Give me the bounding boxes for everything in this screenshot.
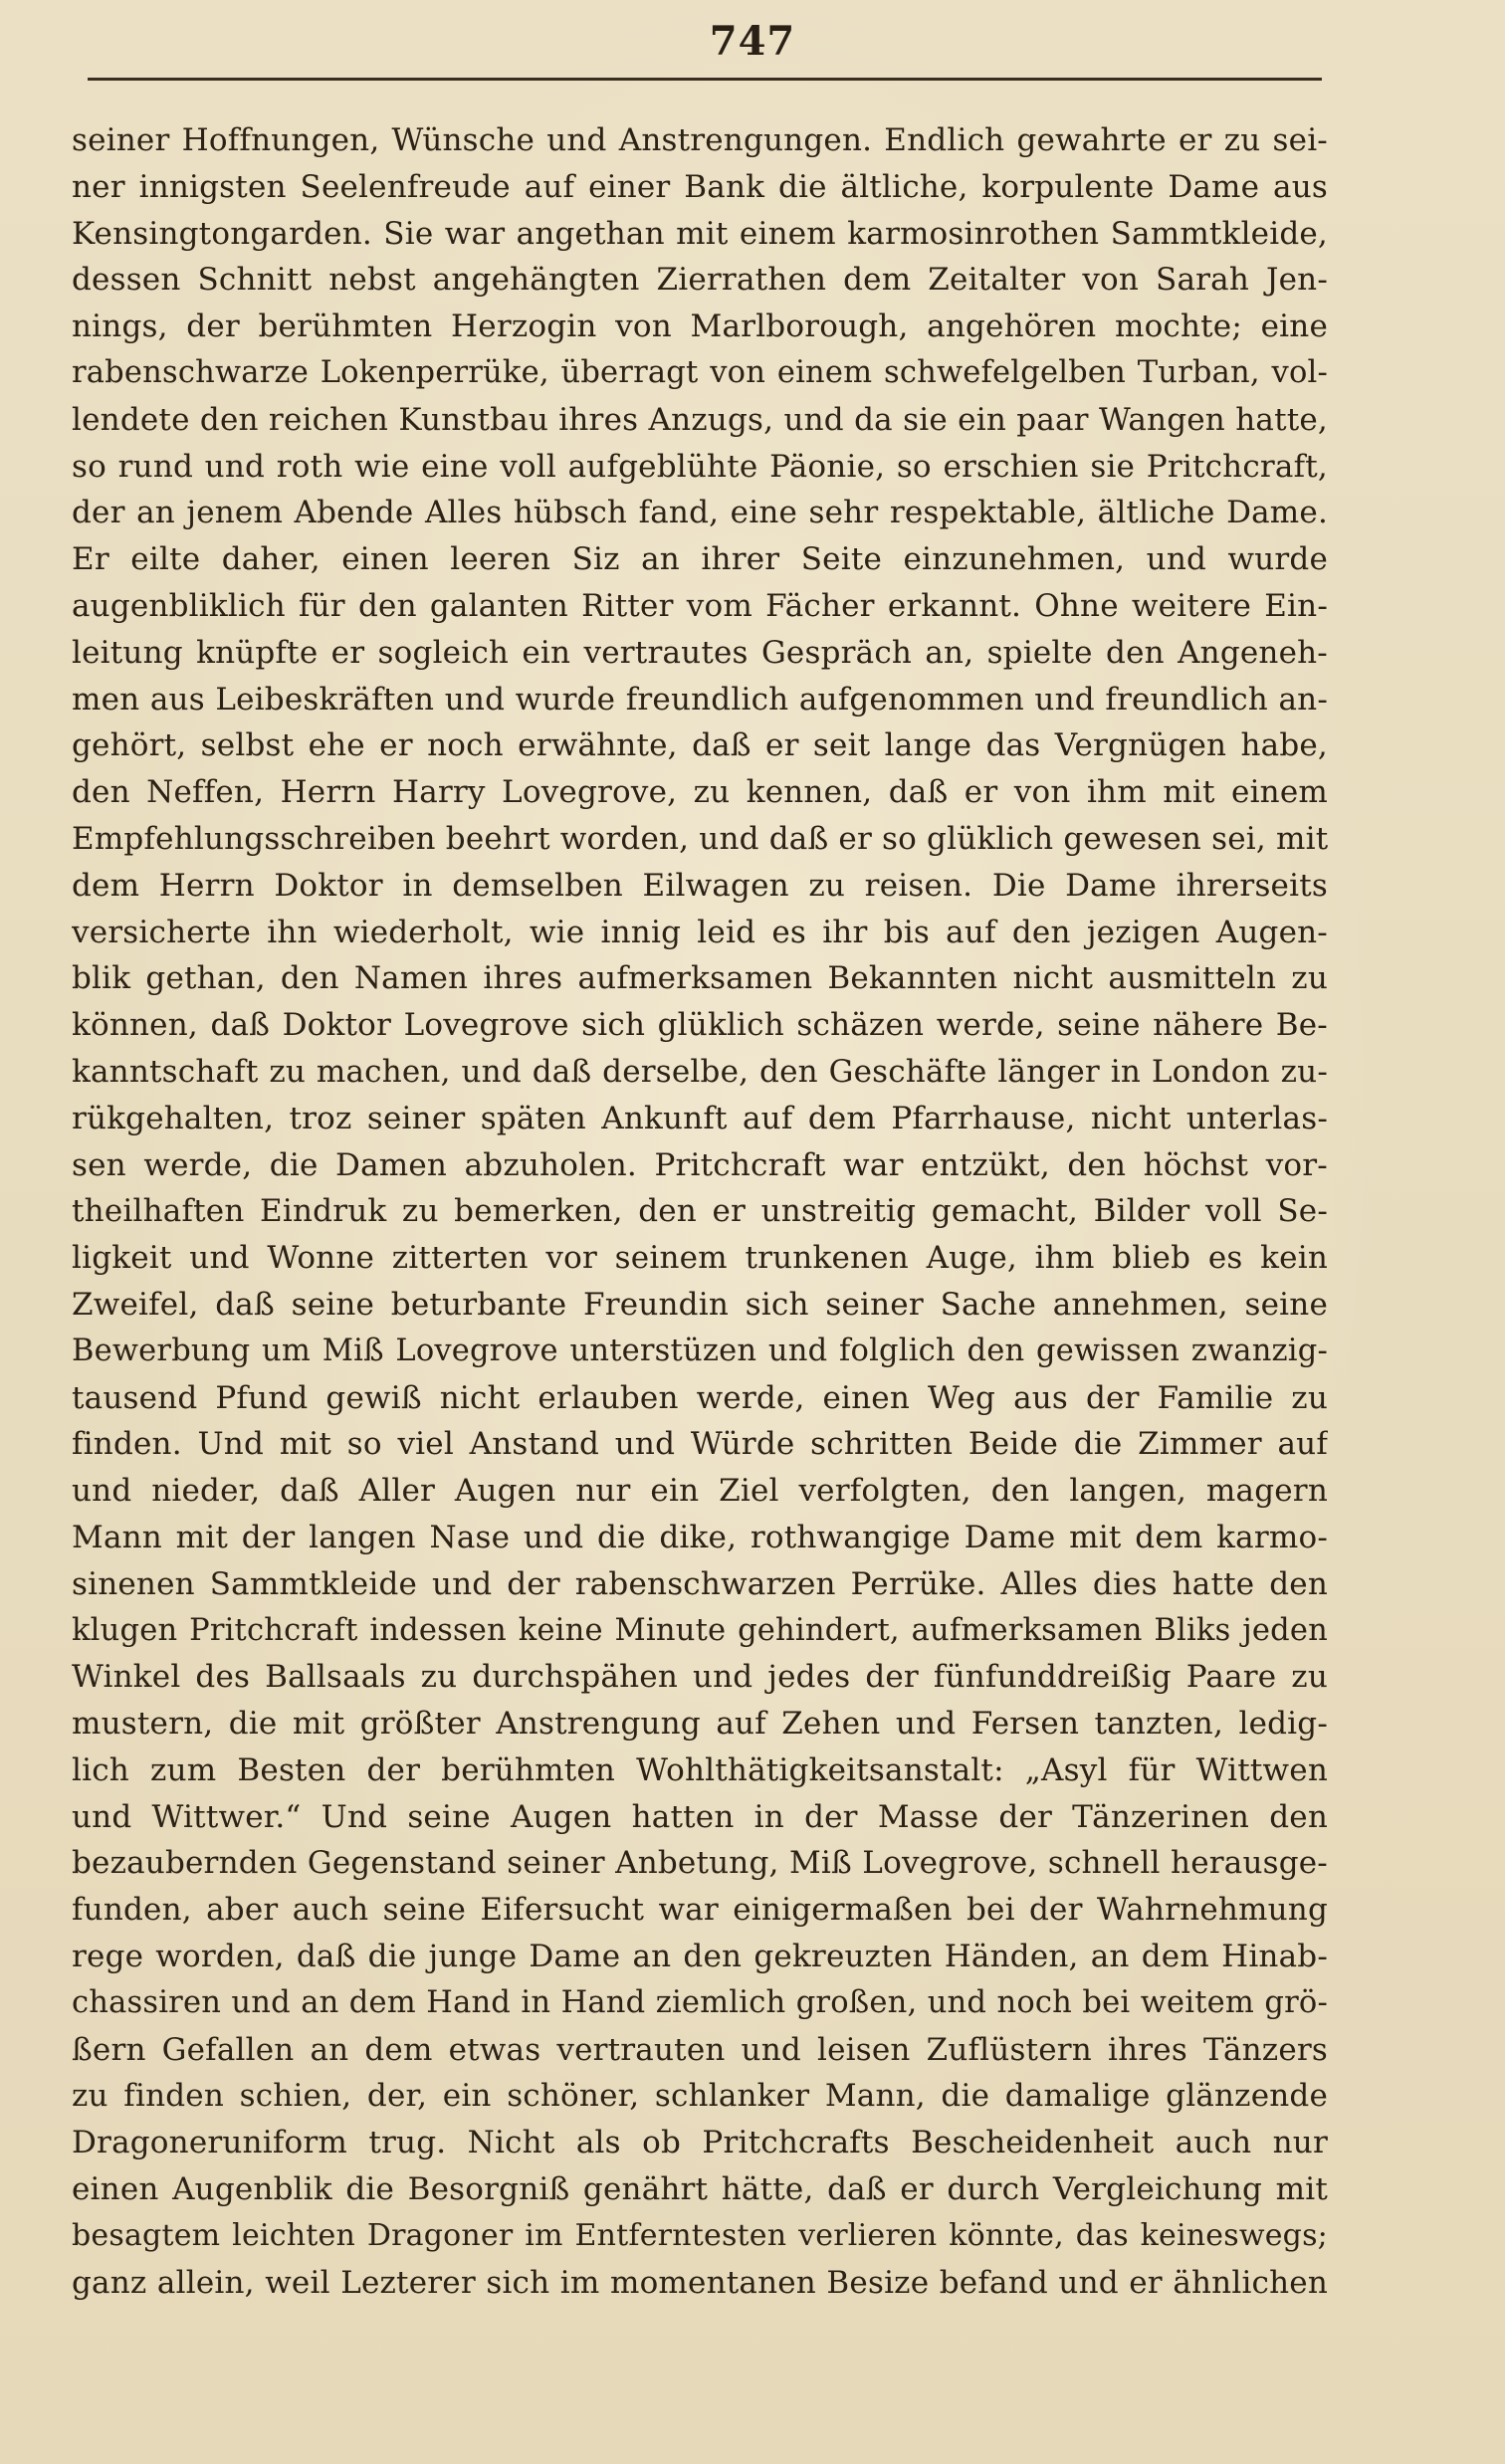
text-line: ligkeit und Wonne zitterten vor seinem trunkenen Auge, ihm blieb es kein xyxy=(72,1240,1328,1277)
text-line: seiner Hoffnungen, Wünsche und Anstrengungen. Endlich gewahrte er zu sei- xyxy=(72,122,1328,158)
text-line: leitung knüpfte er sogleich ein vertrautes Gespräch an, spielte den Angeneh- xyxy=(72,634,1328,671)
text-line: dem Herrn Doktor in demselben Eilwagen zu reisen. Die Dame ihrerseits xyxy=(72,867,1328,904)
text-line: funden, aber auch seine Eifersucht war einigermaßen bei der Wahrnehmung xyxy=(72,1892,1328,1929)
text-line: theilhaften Eindruk zu bemerken, den er unstreitig gemacht, Bilder voll Se- xyxy=(72,1193,1328,1230)
text-line: den Neffen, Herrn Harry Lovegrove, zu kennen, daß er von ihm mit einem xyxy=(72,774,1328,811)
text-line: sen werde, die Damen abzuholen. Pritchcraft war entzükt, den höchst vor- xyxy=(72,1146,1328,1183)
text-line: finden. Und mit so viel Anstand und Würde schritten Beide die Zimmer auf xyxy=(72,1426,1328,1463)
text-line: können, daß Doktor Lovegrove sich glüklich schäzen werde, seine nähere Be- xyxy=(72,1007,1328,1044)
text-line: so rund und roth wie eine voll aufgeblühte Päonie, so erschien sie Pritchcraft, xyxy=(72,448,1328,485)
text-line: nings, der berühmten Herzogin von Marlborough, angehören mochte; eine xyxy=(72,308,1328,345)
text-line: augenbliklich für den galanten Ritter vom Fächer erkannt. Ohne weitere Ein- xyxy=(72,587,1328,624)
text-line: kanntschaft zu machen, und daß derselbe, den Geschäfte länger in London zu- xyxy=(72,1053,1328,1090)
text-line: rabenschwarze Lokenperrüke, überragt von einem schwefelgelben Turban, vol- xyxy=(72,354,1328,390)
text-line: men aus Leibeskräften und wurde freundlich aufgenommen und freundlich an- xyxy=(72,681,1328,718)
text-line: Bewerbung um Miß Lovegrove unterstüzen und folglich den gewissen zwanzig- xyxy=(72,1333,1328,1368)
text-line: Er eilte daher, einen leeren Siz an ihrer Seite einzunehmen, und wurde xyxy=(72,541,1328,578)
text-line: ganz allein, weil Lezterer sich im momentanen Besize befand und er ähnlichen xyxy=(72,2264,1328,2301)
text-line: einen Augenblik die Besorgniß genährt hätte, daß er durch Vergleichung mit xyxy=(72,2171,1328,2208)
text-line: blik gethan, den Namen ihres aufmerksamen Bekannten nicht ausmitteln zu xyxy=(72,960,1328,997)
text-line: Mann mit der langen Nase und die dike, rothwangige Dame mit dem karmo- xyxy=(72,1519,1328,1555)
text-line: klugen Pritchcraft indessen keine Minute gehindert, aufmerksamen Bliks jeden xyxy=(72,1612,1328,1648)
text-line: mustern, die mit größter Anstrengung auf Zehen und Fersen tanzten, ledig- xyxy=(72,1706,1328,1743)
text-body xyxy=(72,117,1328,2306)
text-line: bezaubernden Gegenstand seiner Anbetung, Miß Lovegrove, schnell herausge- xyxy=(72,1845,1328,1882)
text-line: sinenen Sammtkleide und der rabenschwarzen Perrüke. Alles dies hatte den xyxy=(72,1565,1328,1602)
text-line: Kensingtongarden. Sie war angethan mit einem karmosinrothen Sammtkleide, xyxy=(72,215,1328,252)
text-line: Zweifel, daß seine beturbante Freundin sich seiner Sache annehmen, seine xyxy=(72,1286,1328,1323)
text-line: dessen Schnitt nebst angehängten Zierrathen dem Zeitalter von Sarah Jen- xyxy=(72,262,1328,299)
text-line: zu finden schien, der, ein schöner, schlanker Mann, die damalige glänzende xyxy=(72,2078,1328,2115)
text-line: rege worden, daß die junge Dame an den gekreuzten Händen, an dem Hinab- xyxy=(72,1939,1328,1975)
text-line: besagtem leichten Dragoner im Entferntesten verlieren könnte, das keineswegs; xyxy=(72,2217,1328,2253)
text-line: tausend Pfund gewiß nicht erlauben werde, einen Weg aus der Familie zu xyxy=(72,1379,1328,1416)
text-line: und Wittwer.“ Und seine Augen hatten in der Masse der Tänzerinen den xyxy=(72,1798,1328,1835)
text-line: ner innigsten Seelenfreude auf einer Bank die ältliche, korpulente Dame aus xyxy=(72,168,1328,205)
text-line: Winkel des Ballsaals zu durchspähen und jedes der fünfunddreißig Paare zu xyxy=(72,1659,1328,1696)
page-number: 747 xyxy=(709,18,796,65)
text-line: und nieder, daß Aller Augen nur ein Ziel verfolgten, den langen, magern xyxy=(72,1473,1328,1510)
text-line: versicherte ihn wiederholt, wie innig leid es ihr bis auf den jezigen Augen- xyxy=(72,914,1328,950)
text-line: Dragoneruniform trug. Nicht als ob Pritchcrafts Bescheidenheit auch nur xyxy=(72,2125,1328,2161)
text-line: gehört, selbst ehe er noch erwähnte, daß er seit lange das Vergnügen habe, xyxy=(72,727,1328,764)
text-line: chassiren und an dem Hand in Hand ziemlich großen, und noch bei weitem grö- xyxy=(72,1984,1328,2020)
text-line: Empfehlungsschreiben beehrt worden, und daß er so glüklich gewesen sei, mit xyxy=(72,820,1328,857)
text-line: lendete den reichen Kunstbau ihres Anzugs, und da sie ein paar Wangen hatte, xyxy=(72,401,1328,438)
text-line: lich zum Besten der berühmten Wohlthätigkeitsanstalt: „Asyl für Wittwen xyxy=(72,1751,1328,1788)
text-line: ßern Gefallen an dem etwas vertrauten und leisen Zuflüstern ihres Tänzers xyxy=(72,2031,1328,2068)
header-rule xyxy=(88,78,1322,81)
text-line: der an jenem Abende Alles hübsch fand, eine sehr respektable, ältliche Dame. xyxy=(72,495,1328,531)
text-line: rükgehalten, troz seiner späten Ankunft auf dem Pfarrhause, nicht unterlas- xyxy=(72,1100,1328,1136)
